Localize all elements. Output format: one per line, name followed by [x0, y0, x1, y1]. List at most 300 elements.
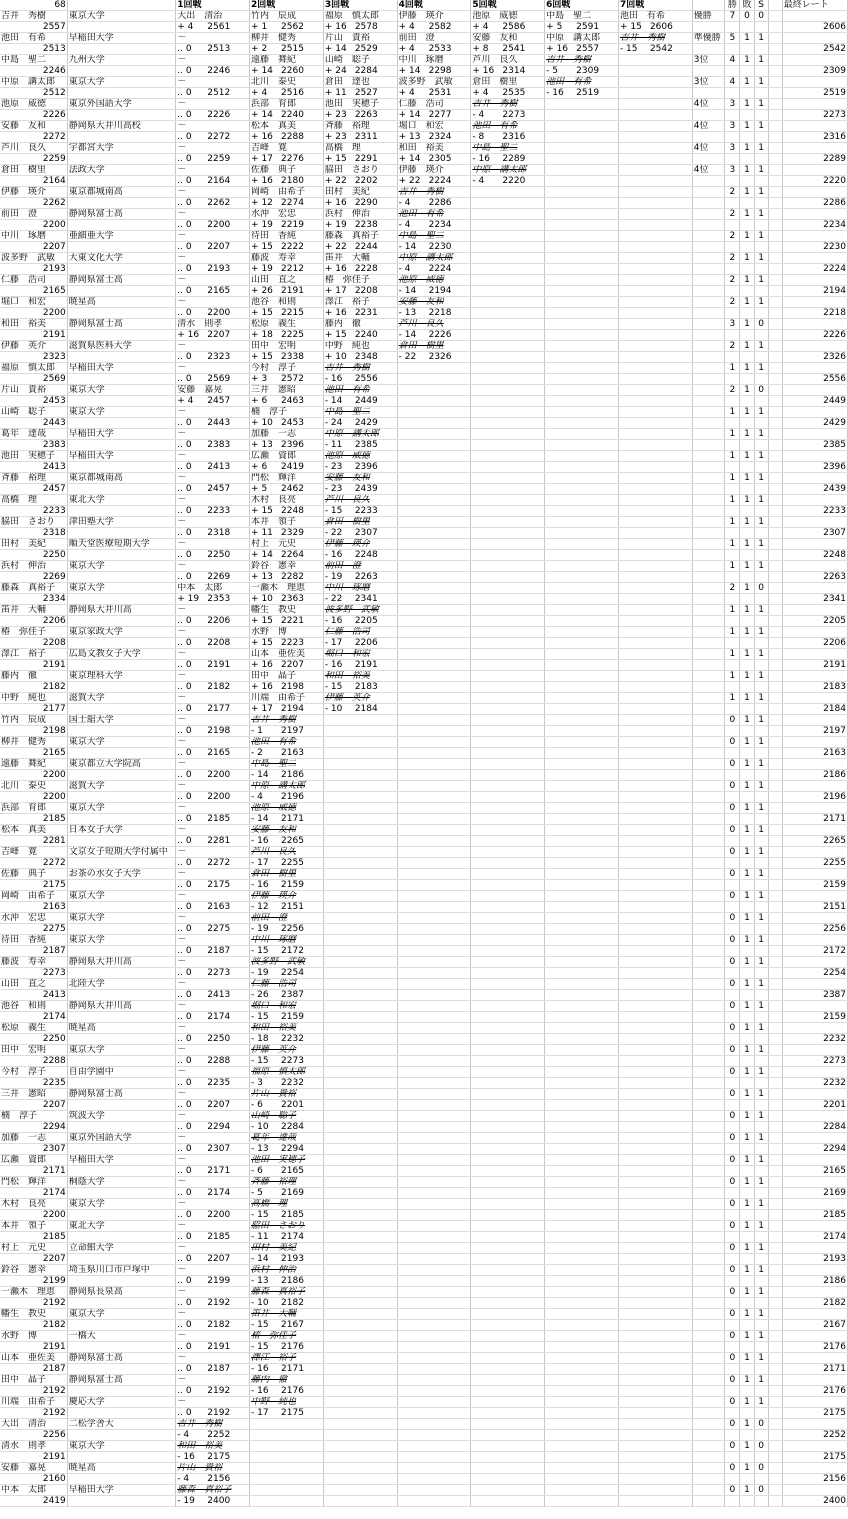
round-opponent: 村上 元史 — [250, 539, 324, 550]
rating-after: 2264 — [281, 550, 304, 560]
empty-cell — [397, 1419, 471, 1430]
empty-cell — [618, 264, 692, 275]
round-score — [176, 550, 250, 561]
empty-cell — [471, 957, 545, 968]
wins: 2 — [725, 209, 740, 220]
round-score — [176, 946, 250, 957]
empty-cell — [471, 1254, 545, 1265]
rating-after: 2212 — [281, 264, 304, 274]
player-name: 脇田 さおり — [0, 517, 67, 528]
blank-cell — [67, 704, 176, 715]
rating-change: - 15 — [251, 1342, 269, 1352]
empty-cell — [397, 407, 471, 418]
rating-change: - 1 — [251, 726, 263, 736]
blank-cell — [67, 1342, 176, 1353]
blank-cell — [768, 55, 782, 66]
player-score-row — [0, 924, 848, 935]
placement — [692, 1155, 725, 1166]
rating-change: - 15 — [251, 1056, 269, 1066]
blank-cell — [768, 275, 782, 286]
round-score — [176, 572, 250, 583]
rating-change: + 1 — [251, 22, 268, 32]
blank-cell — [692, 836, 725, 847]
player-row — [0, 1463, 848, 1474]
rating-change: - 14 — [398, 286, 417, 296]
rating-after: 2208 — [354, 286, 378, 296]
blank-cell — [67, 352, 176, 363]
rating-after: 2387 — [281, 990, 304, 1000]
empty-cell — [471, 902, 545, 913]
blank-cell — [768, 583, 782, 594]
placement — [692, 319, 725, 330]
round-score — [176, 1078, 250, 1089]
empty-cell — [618, 935, 692, 946]
s-count: 1 — [754, 869, 768, 880]
empty-cell — [323, 792, 397, 803]
round-opponent: － — [176, 1397, 250, 1408]
round-opponent: － — [176, 209, 250, 220]
round-score — [397, 198, 471, 209]
player-affiliation: 埼玉県川口市戸塚中 — [67, 1265, 176, 1276]
blank-cell — [768, 154, 782, 165]
empty-cell — [471, 429, 545, 440]
s-count: 1 — [754, 759, 768, 770]
rating-change: .. 0 — [177, 220, 192, 230]
blank-cell — [740, 462, 754, 473]
blank-cell — [725, 440, 740, 451]
empty-cell — [618, 968, 692, 979]
round-score — [176, 528, 250, 539]
empty-cell — [545, 1309, 619, 1320]
rating-change: - 17 — [251, 858, 269, 868]
round-score — [250, 748, 324, 759]
player-affiliation: 東北大学 — [67, 1221, 176, 1232]
final-rating: 2254 — [782, 968, 847, 979]
round-score — [176, 264, 250, 275]
s-count: 0 — [754, 1441, 768, 1452]
empty-cell — [545, 715, 619, 726]
empty-cell — [618, 275, 692, 286]
empty-cell — [471, 880, 545, 891]
blank-cell — [754, 616, 768, 627]
losses: 1 — [740, 451, 754, 462]
empty-cell — [397, 462, 471, 473]
empty-cell — [545, 132, 619, 143]
final-rating: 2226 — [782, 330, 847, 341]
blank-cell — [768, 1166, 782, 1177]
blank-cell — [692, 572, 725, 583]
empty-cell — [323, 924, 397, 935]
empty-cell — [618, 132, 692, 143]
empty-cell — [618, 396, 692, 407]
empty-cell — [397, 440, 471, 451]
empty-cell — [545, 979, 619, 990]
round-opponent: 池田 有希 — [250, 737, 324, 748]
rating-change: + 10 — [251, 594, 273, 604]
blank-cell — [740, 132, 754, 143]
empty-cell — [618, 1078, 692, 1089]
final-rating: 2159 — [782, 1012, 847, 1023]
rating-change: - 5 — [546, 66, 559, 76]
blank-cell — [768, 418, 782, 429]
round-opponent: 幡生 教史 — [250, 605, 324, 616]
final-rating: 2201 — [782, 1100, 847, 1111]
round-opponent: － — [176, 495, 250, 506]
placement — [692, 605, 725, 616]
rating-after: 2578 — [354, 22, 378, 32]
rating-change: - 4 — [472, 110, 485, 120]
blank-cell — [768, 110, 782, 121]
rating-after: 2363 — [281, 594, 304, 604]
empty-cell — [618, 1199, 692, 1210]
player-score-row — [0, 682, 848, 693]
placement: 4位 — [692, 99, 725, 110]
round-score — [323, 330, 397, 341]
blank-cell — [782, 583, 847, 594]
rating-change: .. 0 — [177, 968, 192, 978]
rating-after: 2516 — [281, 88, 304, 98]
round-opponent: － — [176, 77, 250, 88]
round-opponent: 吉峰 寛 — [250, 143, 324, 154]
rating-after: 2385 — [354, 440, 378, 450]
blank-cell — [754, 1430, 768, 1441]
player-affiliation: 静岡県富士高 — [67, 1375, 176, 1386]
blank-cell — [754, 1452, 768, 1463]
empty-cell — [471, 1298, 545, 1309]
empty-cell — [618, 176, 692, 187]
empty-cell — [397, 484, 471, 495]
blank-cell — [782, 341, 847, 352]
empty-cell — [471, 1133, 545, 1144]
blank-cell — [725, 154, 740, 165]
round-score — [176, 1232, 250, 1243]
initial-rating: 2174 — [0, 1012, 67, 1023]
round-opponent: 松原 義生 — [250, 319, 324, 330]
final-rating: 2263 — [782, 572, 847, 583]
placement: 4位 — [692, 143, 725, 154]
blank-cell — [782, 1331, 847, 1342]
empty-cell — [397, 627, 471, 638]
empty-cell — [471, 836, 545, 847]
s-count: 1 — [754, 231, 768, 242]
empty-cell — [545, 1243, 619, 1254]
rating-after: 2286 — [428, 198, 452, 208]
blank-cell — [782, 473, 847, 484]
round-score — [176, 836, 250, 847]
initial-rating: 2200 — [0, 1210, 67, 1221]
player-name: 楠 淳子 — [0, 1111, 67, 1122]
empty-cell — [397, 803, 471, 814]
rating-change: + 16 — [324, 308, 347, 318]
round-score — [250, 704, 324, 715]
blank-cell — [768, 132, 782, 143]
blank-cell — [740, 946, 754, 957]
empty-cell — [545, 352, 619, 363]
player-row — [0, 891, 848, 902]
rating-after: 2225 — [281, 330, 304, 340]
s-count: 0 — [754, 1485, 768, 1496]
blank-cell — [692, 616, 725, 627]
blank-cell — [782, 649, 847, 660]
round-opponent: － — [176, 891, 250, 902]
player-row — [0, 825, 848, 836]
rating-change: - 11 — [324, 440, 343, 450]
rating-change: - 16 — [251, 1386, 269, 1396]
empty-cell — [545, 1100, 619, 1111]
round-score — [250, 968, 324, 979]
player-affiliation: 滋賀大学 — [67, 693, 176, 704]
blank-cell — [754, 176, 768, 187]
empty-cell — [471, 1155, 545, 1166]
empty-cell — [618, 957, 692, 968]
player-affiliation: お茶の水女子大学 — [67, 869, 176, 880]
initial-rating: 2165 — [0, 748, 67, 759]
empty-cell — [618, 374, 692, 385]
rating-after: 2273 — [502, 110, 526, 120]
blank-cell — [725, 858, 740, 869]
blank-cell — [754, 572, 768, 583]
round-opponent: 片山 貴裕 — [176, 1463, 250, 1474]
rating-change: + 15 — [251, 352, 273, 362]
player-name: 藤森 真裕子 — [0, 583, 67, 594]
blank-cell — [768, 1397, 782, 1408]
blank-cell — [754, 484, 768, 495]
player-name: 伊藤 英介 — [0, 341, 67, 352]
wins: 1 — [725, 539, 740, 550]
blank-cell — [692, 1342, 725, 1353]
empty-cell — [250, 1441, 324, 1452]
blank-cell — [725, 1430, 740, 1441]
round-score — [323, 154, 397, 165]
empty-cell — [397, 1265, 471, 1276]
losses: 1 — [740, 1155, 754, 1166]
s-count: 1 — [754, 979, 768, 990]
blank-cell — [740, 1430, 754, 1441]
losses: 1 — [740, 847, 754, 858]
round-score — [545, 88, 619, 99]
empty-cell — [397, 1210, 471, 1221]
empty-cell — [471, 671, 545, 682]
round-score — [176, 396, 250, 407]
round-score — [250, 1342, 324, 1353]
blank-cell — [768, 1276, 782, 1287]
player-affiliation: 筑波大学 — [67, 1111, 176, 1122]
empty-cell — [545, 869, 619, 880]
empty-cell — [471, 220, 545, 231]
player-affiliation: 立命館大学 — [67, 1243, 176, 1254]
final-rating: 2294 — [782, 1144, 847, 1155]
round-opponent: 安藤 友和 — [397, 297, 471, 308]
empty-cell — [618, 1353, 692, 1364]
empty-cell — [618, 638, 692, 649]
player-score-row — [0, 858, 848, 869]
final-rating: 2191 — [782, 660, 847, 671]
round-score — [323, 308, 397, 319]
player-name: 今村 淳子 — [0, 1067, 67, 1078]
losses: 1 — [740, 1089, 754, 1100]
placement — [692, 957, 725, 968]
player-name: 田村 美紀 — [0, 539, 67, 550]
blank-cell — [725, 1144, 740, 1155]
empty-cell — [471, 517, 545, 528]
player-score-row — [0, 1100, 848, 1111]
round-score — [250, 88, 324, 99]
empty-cell — [397, 858, 471, 869]
final-rating: 2175 — [782, 1408, 847, 1419]
wins: 1 — [725, 429, 740, 440]
empty-cell — [618, 1067, 692, 1078]
losses: 1 — [740, 1177, 754, 1188]
blank-cell — [782, 1177, 847, 1188]
blank-cell — [740, 88, 754, 99]
empty-cell — [618, 1023, 692, 1034]
wins: 0 — [725, 737, 740, 748]
empty-cell — [397, 1232, 471, 1243]
rating-after: 2533 — [428, 44, 452, 54]
blank-cell — [768, 341, 782, 352]
rating-change: .. 0 — [177, 132, 192, 142]
blank-cell — [782, 33, 847, 44]
round-opponent: － — [176, 363, 250, 374]
blank-cell — [768, 946, 782, 957]
empty-cell — [618, 682, 692, 693]
final-rating: 2519 — [782, 88, 847, 99]
rating-after: 2199 — [207, 1276, 231, 1286]
round-score — [618, 22, 692, 33]
s-count: 1 — [754, 1221, 768, 1232]
rating-after: 2171 — [281, 1364, 304, 1374]
blank-cell — [692, 330, 725, 341]
round-opponent: 池田 有希 — [545, 77, 619, 88]
blank-cell — [754, 308, 768, 319]
blank-cell — [768, 1375, 782, 1386]
wins: 0 — [725, 1463, 740, 1474]
blank-cell — [768, 627, 782, 638]
rating-after: 2240 — [354, 330, 378, 340]
final-rating: 2171 — [782, 1364, 847, 1375]
header-round-5: 5回戦 — [471, 0, 545, 11]
placement — [692, 1287, 725, 1298]
round-opponent: 田村 美紀 — [323, 187, 397, 198]
blank-cell — [692, 1364, 725, 1375]
s-count: 1 — [754, 847, 768, 858]
placement — [692, 869, 725, 880]
initial-rating: 2281 — [0, 836, 67, 847]
initial-rating: 2233 — [0, 506, 67, 517]
placement — [692, 1023, 725, 1034]
player-affiliation: 東京大学 — [67, 1199, 176, 1210]
rating-after: 2561 — [207, 22, 231, 32]
s-count: 1 — [754, 935, 768, 946]
rating-change: - 16 — [324, 660, 343, 670]
losses: 1 — [740, 99, 754, 110]
empty-cell — [618, 77, 692, 88]
round-opponent: － — [176, 473, 250, 484]
empty-cell — [618, 110, 692, 121]
blank-cell — [768, 803, 782, 814]
empty-cell — [323, 1342, 397, 1353]
losses: 1 — [740, 1353, 754, 1364]
empty-cell — [471, 1067, 545, 1078]
initial-rating: 2175 — [0, 880, 67, 891]
empty-cell — [397, 913, 471, 924]
placement — [692, 1375, 725, 1386]
empty-cell — [471, 1474, 545, 1485]
blank-cell — [67, 1232, 176, 1243]
round-score — [250, 1012, 324, 1023]
round-opponent: 伊藤 英介 — [250, 1045, 324, 1056]
empty-cell — [471, 484, 545, 495]
blank-cell — [754, 352, 768, 363]
blank-cell — [768, 1496, 782, 1507]
rating-after: 2207 — [281, 660, 304, 670]
blank-cell — [692, 704, 725, 715]
rating-after: 2202 — [354, 176, 378, 186]
round-opponent: － — [176, 869, 250, 880]
initial-rating: 2262 — [0, 198, 67, 209]
empty-cell — [397, 1001, 471, 1012]
wins: 0 — [725, 1265, 740, 1276]
rating-after: 2218 — [428, 308, 452, 318]
initial-rating: 2513 — [0, 44, 67, 55]
blank-cell — [782, 1309, 847, 1320]
blank-cell — [740, 352, 754, 363]
player-row — [0, 231, 848, 242]
empty-cell — [618, 803, 692, 814]
round-score — [323, 506, 397, 517]
rating-change: + 15 — [324, 330, 347, 340]
empty-cell — [323, 880, 397, 891]
player-affiliation: 九州大学 — [67, 55, 176, 66]
rating-change: .. 0 — [177, 1166, 192, 1176]
blank-cell — [725, 792, 740, 803]
final-rating: 2194 — [782, 286, 847, 297]
empty-cell — [397, 792, 471, 803]
blank-cell — [67, 946, 176, 957]
blank-cell — [740, 1232, 754, 1243]
empty-cell — [323, 847, 397, 858]
placement — [692, 715, 725, 726]
blank-cell — [782, 253, 847, 264]
placement: 4位 — [692, 121, 725, 132]
rating-after: 2191 — [207, 1342, 231, 1352]
empty-cell — [618, 605, 692, 616]
empty-cell — [545, 748, 619, 759]
rating-change: + 15 — [324, 154, 347, 164]
round-score — [250, 1276, 324, 1287]
final-rating: 2429 — [782, 418, 847, 429]
final-rating: 2396 — [782, 462, 847, 473]
empty-cell — [397, 726, 471, 737]
wins: 1 — [725, 605, 740, 616]
round-opponent: 佐藤 典子 — [250, 165, 324, 176]
round-score — [323, 704, 397, 715]
blank-cell — [725, 198, 740, 209]
blank-cell — [67, 1100, 176, 1111]
blank-cell — [692, 660, 725, 671]
losses: 1 — [740, 297, 754, 308]
rating-change: - 16 — [546, 88, 564, 98]
s-count: 1 — [754, 1133, 768, 1144]
s-count: 0 — [754, 1463, 768, 1474]
blank-cell — [67, 396, 176, 407]
rating-change: - 14 — [398, 330, 417, 340]
player-score-row — [0, 1364, 848, 1375]
empty-cell — [618, 902, 692, 913]
empty-cell — [471, 968, 545, 979]
empty-cell — [397, 671, 471, 682]
blank-cell — [768, 1430, 782, 1441]
